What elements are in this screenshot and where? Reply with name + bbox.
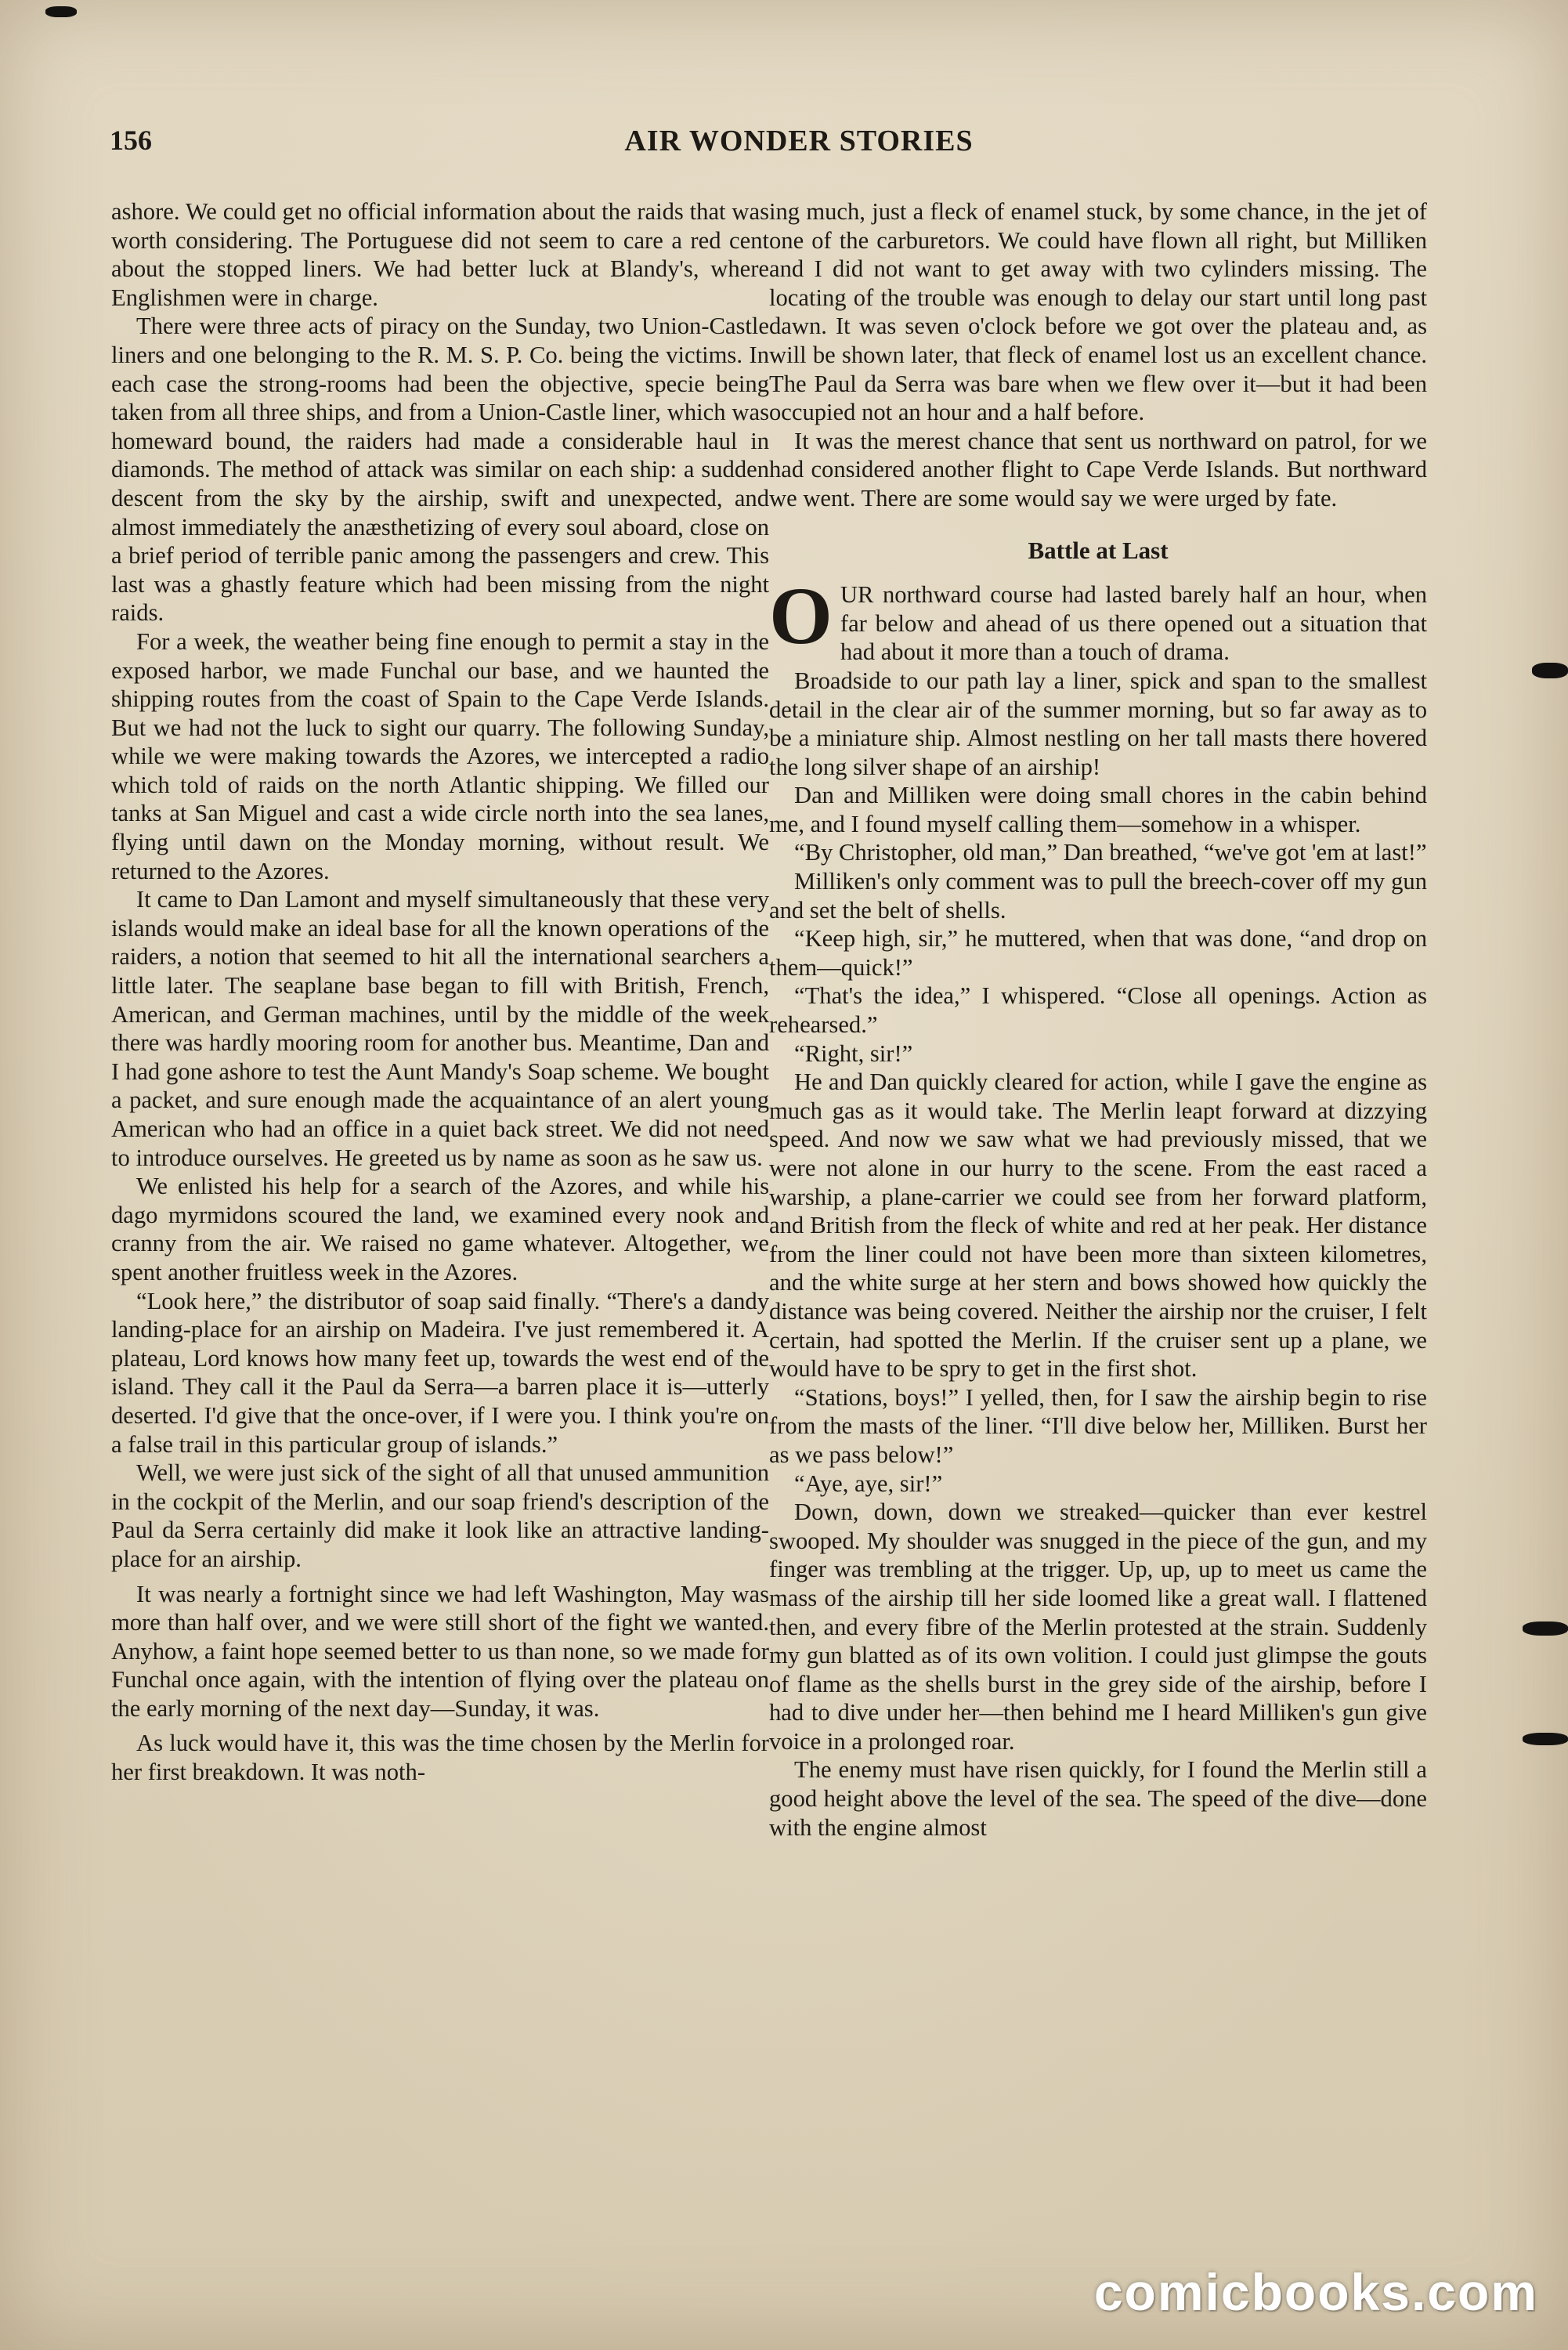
paragraph: It was nearly a fortnight since we had left Washington, May was more than half over, and we were still short of the fight we wanted. Anyhow, a faint hope seemed better to us than none, so we made for Funchal once again, with the intention of flying over the plateau on the early morning of the next day—Sunday, it was. (111, 1580, 769, 1722)
paragraph: “Look here,” the distributor of soap said finally. “There's a dandy landing-place for an airship on Madeira. I've just remembered it. A plateau, Lord knows how many feet up, towards the west end of the island. They call it the Paul da Serra—a barren place it is—utterly deserted. I'd give that the once-over, if I were you. I think you're on a false trail in this particular group of islands.” (111, 1287, 769, 1458)
right-column (769, 197, 1427, 2203)
edge-tab-mark (1523, 1622, 1568, 1636)
paragraph: It was the merest chance that sent us northward on patrol, for we had considered another flight to Cape Verde Islands. But northward we went. There are some would say we were urged by fate. (769, 427, 1427, 512)
paragraph: We enlisted his help for a search of the Azores, and while his dago myrmidons scoured the land, we examined every nook and cranny from the air. We raised no game whatever. Altogether, we spent another fruitless week in the Azores. (111, 1173, 769, 1285)
paragraph: “Right, sir!” (794, 1039, 913, 1067)
paragraph: There were three acts of piracy on the Sunday, two Union-Castle liners and one belonging to the R. M. S. P. Co. being the victims. In each case the strong-rooms had been the objective, specie being taken from all three ships, and from a Union-Castle liner, which was homeward bound, the raiders had made a considerable haul in diamonds. The method of attack was similar on each ship: a sudden descent from the sky by the airship, swift and unexpected, and almost immediately the anæsthetizing of every soul aboard, close on a brief period of terrible panic among the passengers and crew. This last was a ghastly feature which had been missing from the night raids. (111, 313, 769, 627)
paragraph: Broadside to our path lay a liner, spick and span to the smallest detail in the clear air of the summer morning, but so far away as to be a miniature ship. Almost nestling on her tall masts there hovered the long silver shape of an airship! (769, 667, 1427, 780)
paragraph: “Keep high, sir,” he muttered, when that was done, “and drop on them—quick!” (769, 925, 1427, 981)
paragraph: He and Dan quickly cleared for action, while I gave the engine as much gas as it would take. The Merlin leapt forward at dizzying speed. And now we saw what we had previously missed, that we were not alone in our hurry to the scene. From the east raced a warship, a plane-carrier we could see from her forward platform, and British from the fleck of white and red at her peak. Her distance from the liner could not have been more than sixteen kilometres, and the white surge at her stern and bows showed how quickly the distance was being covered. Neither the airship nor the cruiser, I felt certain, had spotted the Merlin. If the cruiser sent up a plane, we would have to be spry to get in the first shot. (769, 1068, 1427, 1383)
section-heading: Battle at Last (1028, 536, 1169, 564)
paragraph: Milliken's only comment was to pull the breech-cover off my gun and set the belt of shells. (769, 868, 1427, 924)
binding-tear-mark (45, 6, 77, 17)
paragraph: ing much, just a fleck of enamel stuck, by some chance, in the jet of one of the carburetors. We could have flown all right, but Milliken and I did not want to get away with two cylinders missing. The locating of the trouble was enough to delay our start until long past dawn. It was seven o'clock before we got over the plateau and, as will be shown later, that fleck of enamel lost us an excellent chance. The Paul da Serra was bare when we flew over it—but it had been occupied not an hour and a half before. (769, 198, 1427, 426)
paragraph: Down, down, down we streaked—quicker than ever kestrel swooped. My shoulder was snugged in the piece of the gun, and my finger was trembling at the trigger. Up, up, up to meet us came the mass of the airship till her side loomed like a great wall. I flattened then, and every fibre of the Merlin protested at the strain. Suddenly my gun blatted as of its own volition. I could just glimpse the gouts of flame as the shells burst in the grey side of the airship, before I had to dive under her—then behind me I heard Milliken's gun give voice in a prolonged roar. (769, 1499, 1427, 1755)
paragraph: “Aye, aye, sir!” (794, 1470, 943, 1497)
paragraph: For a week, the weather being fine enough to permit a stay in the exposed harbor, we made Funchal our base, and we haunted the shipping routes from the coast of Spain to the Cape Verde Islands. But we had not the luck to sight our quarry. The following Sunday, while we were making towards the Azores, we intercepted a radio which told of raids on the north Atlantic shipping. We filled our tanks at San Miguel and cast a wide circle north into the sea lanes, flying until dawn on the Monday morning, without result. We returned to the Azores. (111, 627, 769, 884)
opening-paragraph-text: UR northward course had lasted barely half an hour, when far below and ahead of us there opened out a situation that had about it more than a touch of drama. (840, 581, 1427, 666)
running-title: AIR WONDER STORIES (624, 125, 974, 157)
paragraph: It came to Dan Lamont and myself simultaneously that these very islands would make an ideal base for all the known operations of the raiders, a notion that seemed to hit all the international searchers a little later. The seaplane base began to fill with British, French, American, and German machines, until by the middle of the week there was hardly mooring room for another bus. Meantime, Dan and I had gone ashore to test the Aunt Mandy's Soap scheme. We bought a packet, and sure enough made the acquaintance of an alert young American who had an office in a quiet back street. We did not need to introduce ourselves. He greeted us by name as soon as he saw us. (111, 886, 769, 1171)
edge-tab-mark (1523, 1733, 1568, 1745)
paragraph: Dan and Milliken were doing small chores in the cabin behind me, and I found myself calling them—somehow in a whisper. (769, 782, 1427, 837)
paragraph: “By Christopher, old man,” Dan breathed, “we've got 'em at last!” (794, 839, 1427, 866)
paragraph: “That's the idea,” I whispered. “Close all openings. Action as rehearsed.” (769, 982, 1427, 1039)
edge-tab-mark (1532, 663, 1568, 678)
page-number: 156 (110, 125, 152, 156)
paragraph: “Stations, boys!” I yelled, then, for I saw the airship begin to rise from the masts of the liner. “I'll dive below her, Milliken. Burst her as we pass below!” (769, 1383, 1427, 1468)
left-column (111, 197, 769, 2203)
drop-cap: O (769, 571, 833, 662)
paragraph: Well, we were just sick of the sight of all that unused ammunition in the cockpit of the Merlin, and our soap friend's description of the Paul da Serra certainly did make it look like an attractive landing-place for an airship. (111, 1459, 769, 1572)
paragraph: The enemy must have risen quickly, for I found the Merlin still a good height above the level of the sea. The speed of the dive—done with the engine almost (769, 1756, 1427, 1841)
paragraph: ashore. We could get no official information about the raids that was worth considering. The Portuguese did not seem to care a red cent about the stopped liners. We had better luck at Blandy's, where Englishmen were in charge. (111, 198, 769, 311)
page-header (110, 124, 1488, 171)
paragraph: As luck would have it, this was the time chosen by the Merlin for her first breakdown. It was noth- (111, 1730, 769, 1786)
opening-paragraph (769, 571, 1427, 667)
site-watermark: comicbooks.com (1093, 2263, 1538, 2321)
